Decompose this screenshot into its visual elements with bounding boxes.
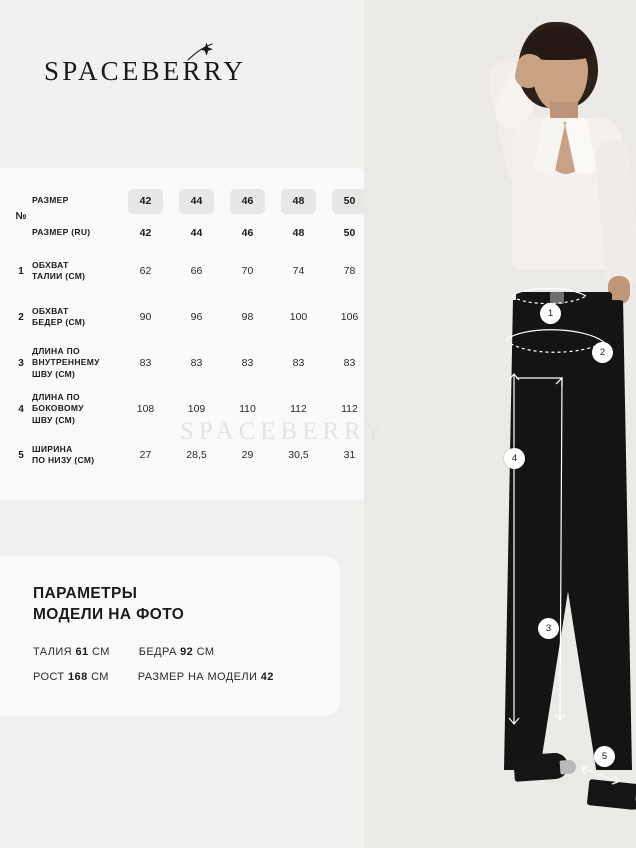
- param-value-model-size: 42: [260, 670, 274, 683]
- row-cell: 83: [241, 357, 254, 369]
- row-cell: 28,5: [186, 449, 207, 461]
- table-row: [10, 432, 375, 478]
- model-params-rows: [33, 646, 340, 683]
- row-label: ОБХВАТ БЕДЕР (СМ): [32, 305, 86, 327]
- model-params-card: [0, 556, 340, 716]
- measure-marker-3[interactable]: 3: [538, 618, 559, 639]
- row-num: 3: [18, 357, 24, 369]
- table-header-row-size-ru: [10, 218, 375, 248]
- header-label-size: РАЗМЕР: [32, 195, 69, 206]
- table-row: [10, 294, 375, 340]
- param-value-hips: 92: [180, 645, 194, 658]
- param-key-waist: ТАЛИЯ: [33, 645, 73, 658]
- row-num: 5: [18, 449, 24, 461]
- header-chip-50: 50: [324, 184, 375, 218]
- row-cell: 62: [139, 265, 152, 277]
- param-key-hips: БЕДРА: [138, 645, 177, 658]
- row-cell: 70: [241, 265, 254, 277]
- row-num: 2: [18, 311, 24, 323]
- size-table-card: [0, 168, 372, 500]
- row-label: ШИРИНА ПО НИЗУ (СМ): [32, 443, 95, 465]
- row-cell: 78: [343, 265, 356, 277]
- row-cell: 27: [139, 449, 152, 461]
- header-ru-46: 46: [241, 227, 254, 239]
- model-photo: [364, 0, 636, 848]
- table-corner-num: №: [15, 210, 27, 222]
- header-ru-42: 42: [139, 227, 152, 239]
- row-cell: 74: [292, 265, 305, 277]
- measure-marker-4[interactable]: 4: [504, 448, 525, 469]
- header-chip-48: 48: [273, 184, 324, 218]
- row-cell: 29: [241, 449, 254, 461]
- header-ru-48: 48: [292, 227, 305, 239]
- row-label: ДЛИНА ПО ВНУТРЕННЕМУ ШВУ (СМ): [32, 345, 100, 379]
- row-cell: 110: [239, 403, 256, 415]
- header-chip-46: 46: [222, 184, 273, 218]
- row-cell: 30,5: [288, 449, 309, 461]
- param-unit-height: СМ: [91, 670, 109, 683]
- model-param-line-1: [33, 646, 340, 658]
- row-cell: 108: [136, 403, 155, 415]
- row-cell: 83: [190, 357, 203, 369]
- row-cell: 83: [139, 357, 152, 369]
- sparkle-icon: [182, 42, 218, 64]
- model-params-title-line1: ПАРАМЕТРЫ: [33, 585, 138, 602]
- row-cell: 83: [343, 357, 356, 369]
- measurement-overlay: [364, 0, 636, 848]
- header-label-size-ru: РАЗМЕР (RU): [32, 227, 91, 238]
- table-row: [10, 340, 375, 386]
- param-unit-waist: СМ: [92, 645, 110, 658]
- row-num: 1: [18, 265, 24, 277]
- table-row: [10, 248, 375, 294]
- measure-marker-5[interactable]: 5: [594, 746, 615, 767]
- row-cell: 112: [341, 403, 358, 415]
- row-label: ДЛИНА ПО БОКОВОМУ ШВУ (СМ): [32, 391, 84, 425]
- table-header-row-size: [10, 184, 375, 218]
- measure-marker-1[interactable]: 1: [540, 303, 561, 324]
- row-cell: 90: [139, 311, 152, 323]
- param-value-waist: 61: [75, 645, 89, 658]
- row-cell: 100: [289, 311, 308, 323]
- row-cell: 66: [190, 265, 203, 277]
- param-key-model-size: РАЗМЕР НА МОДЕЛИ: [137, 670, 258, 683]
- row-cell: 31: [343, 449, 356, 461]
- model-params-title-line2: МОДЕЛИ НА ФОТО: [33, 605, 185, 623]
- model-param-line-2: [33, 671, 340, 683]
- row-cell: 98: [241, 311, 254, 323]
- row-cell: 112: [290, 403, 307, 415]
- header-chip-44: 44: [171, 184, 222, 218]
- row-cell: 96: [190, 311, 203, 323]
- header-ru-50: 50: [343, 227, 356, 239]
- header-chip-42: 42: [120, 184, 171, 218]
- header-ru-44: 44: [190, 227, 203, 239]
- param-value-height: 168: [68, 670, 88, 683]
- size-table: [10, 184, 375, 478]
- param-unit-hips: СМ: [196, 645, 215, 658]
- row-cell: 83: [292, 357, 305, 369]
- table-row: [10, 386, 375, 432]
- param-key-height: РОСТ: [33, 670, 65, 683]
- model-params-title: [33, 584, 340, 626]
- row-cell: 109: [187, 403, 206, 415]
- row-cell: 106: [340, 311, 359, 323]
- watermark: SPACEBERRY: [180, 418, 388, 445]
- brand-wordmark: SPACEBERRY: [44, 56, 247, 86]
- row-label: ОБХВАТ ТАЛИИ (СМ): [32, 259, 86, 281]
- row-num: 4: [18, 403, 24, 415]
- measure-marker-2[interactable]: 2: [592, 342, 613, 363]
